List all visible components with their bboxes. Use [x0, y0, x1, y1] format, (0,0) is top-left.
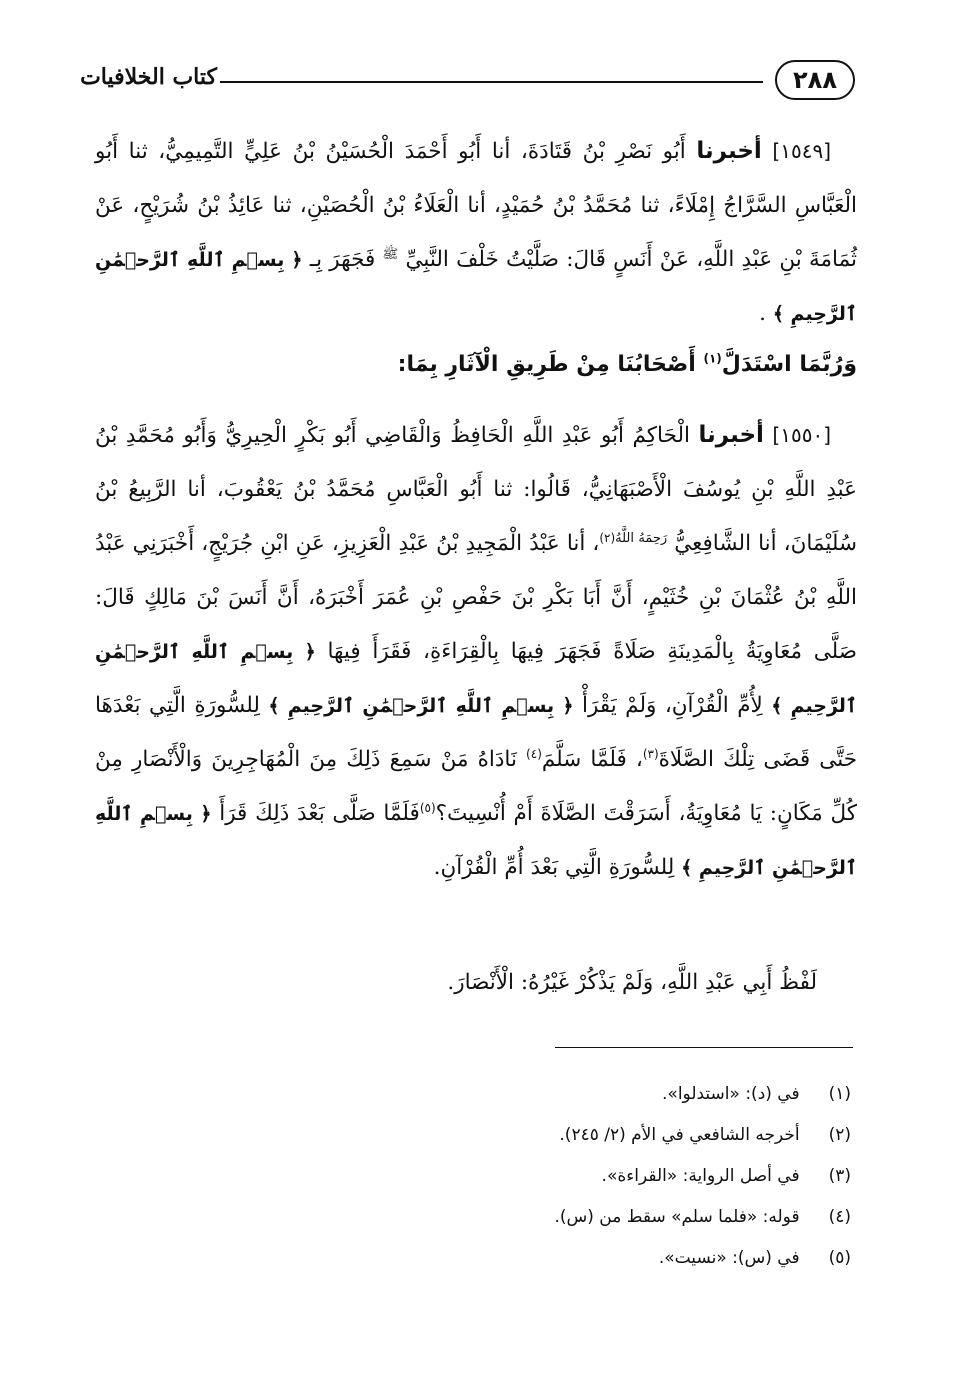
hadith-text-after: فَجَهَرَ بِـ: [309, 247, 376, 272]
hadith-text-6: نَادَاهُ مَنْ سَمِعَ ذَلِكَ مِنَ الْمُهَاجِرِينَ وَالْأَنْصَارِ مِنْ كُلِّ مَكَانٍ: يَا مُعَاوِيَةُ، أَسَرَقْتَ الصَّلَاةَ أَمْ أُنْسِيتَ؟: [95, 747, 857, 826]
page-number: ٢٨٨: [793, 66, 837, 94]
hadith-text-1: الْحَاكِمُ أَبُو عَبْدِ اللَّهِ الْحَافِظُ وَالْقَاضِي أَبُو بَكْرٍ الْحِيرِيُّ وَأَبُو مُحَمَّدِ بْنُ عَبْدِ اللَّهِ بْنِ يُوسُفَ الْأَصْبَهَانِيُّ، قَالُوا: ثنا أَبُو الْعَبَّاسِ مُحَمَّدُ بْنُ يَعْقُوبَ، أنا الرَّبِيعُ بْنُ سُلَيْمَانَ، أنا الشَّافِعِيُّ: [95, 423, 857, 556]
hadith-text-7: فَلَمَّا صَلَّى بَعْدَ ذَلِكَ قَرَأَ: [219, 801, 420, 826]
heading-after: أَصْحَابُنَا مِنْ طَرِيقِ الْآثَارِ بِمَا:: [397, 352, 696, 377]
footnote-number: (٤): [828, 1207, 851, 1227]
footnote-item: [251, 1197, 851, 1238]
page-header: [80, 58, 855, 106]
book-title: كتاب الخلافيات: [80, 64, 217, 90]
footnote-text: في أصل الرواية: «القراءة».: [601, 1166, 800, 1186]
footnote-item: [251, 1156, 851, 1197]
hadith-number: [١٥٥٠]: [772, 423, 831, 447]
footnote-ref-3: (٣): [642, 746, 659, 761]
page-number-badge: [775, 60, 855, 100]
closing-note: لَفْظُ أَبِي عَبْدِ اللَّهِ، وَلَمْ يَذْكُرْ غَيْرُهُ: الْأَنْصَارَ.: [447, 970, 817, 995]
footnote-item: [251, 1238, 851, 1279]
quran-basmala: ﴿ بِسۡمِ ٱللَّهِ ٱلرَّحۡمَٰنِ ٱلرَّحِيمِ ﴾: [95, 803, 857, 879]
footnotes: [251, 1074, 851, 1279]
heading-before: وَرُبَّمَا اسْتَدَلَّ: [721, 352, 857, 377]
footnote-text: في (د): «استدلوا».: [662, 1084, 800, 1104]
quran-basmala: ﴿ بِسۡمِ ٱللَّهِ ٱلرَّحۡمَٰنِ ٱلرَّحِيمِ ﴾: [268, 695, 574, 717]
footnote-text: في (س): «نسيت».: [658, 1248, 800, 1268]
footnote-text: أخرجه الشافعي في الأم (٢/ ٢٤٥).: [559, 1125, 800, 1145]
hadith-text-8: لِلسُّورَةِ الَّتِي بَعْدَ أُمِّ الْقُرْآنِ.: [433, 855, 675, 880]
footnote-number: (٣): [828, 1166, 851, 1186]
footnote-item: [251, 1115, 851, 1156]
hadith-1550: [95, 408, 857, 895]
hadith-text-3: لِأُمِّ الْقُرْآنِ، وَلَمْ يَقْرَأْ: [582, 693, 763, 718]
footnote-number: (٥): [828, 1248, 851, 1268]
footnote-number: (٢): [828, 1125, 851, 1145]
hadith-text-4: لِلسُّورَةِ الَّتِي بَعْدَهَا حَتَّى قَضَى تِلْكَ الصَّلَاةَ: [95, 693, 857, 772]
footnote-separator: [555, 1047, 853, 1048]
footnote-item: [251, 1074, 851, 1115]
quran-basmala: ﴿ بِسۡمِ ٱللَّهِ ٱلرَّحۡمَٰنِ ٱلرَّحِيمِ ﴾: [95, 641, 858, 717]
header-rule: [220, 81, 763, 83]
honorific-symbol: رَحِمَهُ اللَّهُ: [615, 530, 668, 546]
footnote-number: (١): [828, 1084, 851, 1104]
hadith-1549: [95, 124, 857, 341]
section-heading: [95, 340, 857, 390]
akhbarana-label: أخبرنا: [696, 138, 762, 164]
honorific-symbol: ﷺ: [382, 246, 399, 262]
hadith-end: .: [759, 301, 766, 326]
akhbarana-label: أخبرنا: [698, 422, 764, 448]
footnote-text: قوله: «فلما سلم» سقط من (س).: [554, 1207, 800, 1227]
hadith-text: أَبُو نَصْرِ بْنُ قَتَادَةَ، أنا أَبُو أَحْمَدَ الْحُسَيْنُ بْنُ عَلِيٍّ التَّمِيمِيُّ، ثنا أَبُو الْعَبَّاسِ السَّرَّاجُ إِمْلَاءً، ثنا مُحَمَّدُ بْنُ حُمَيْدٍ، أنا الْعَلَاءُ بْنُ الْحُصَيْنِ، ثنا عَائِذُ بْنُ شُرَيْحٍ، عَنْ ثُمَامَةَ بْنِ عَبْدِ اللَّهِ، عَنْ أَنَسٍ قَالَ: صَلَّيْتُ خَلْفَ النَّبِيِّ: [95, 139, 857, 272]
footnote-ref-5: (٥): [419, 800, 436, 815]
quran-basmala: ﴿ بِسۡمِ ٱللَّهِ ٱلرَّحۡمَٰنِ ٱلرَّحِيمِ ﴾: [95, 249, 857, 325]
hadith-text-2: ، أنا عَبْدُ الْمَجِيدِ بْنُ عَبْدِ الْعَزِيزِ، عَنِ ابْنِ جُرَيْجٍ، أَخْبَرَنِي عَبْدُ اللَّهِ بْنُ عُثْمَانَ بْنِ خُثَيْمٍ، أَنَّ أَبَا بَكْرِ بْنَ حَفْصِ بْنِ عُمَرَ أَخْبَرَهُ، أَنَّ أَنَسَ بْنَ مَالِكٍ قَالَ: صَلَّى مُعَاوِيَةُ بِالْمَدِينَةِ صَلَاةً فَجَهَرَ فِيهَا بِالْقِرَاءَةِ، فَقَرَأَ فِيهَا: [95, 531, 858, 664]
hadith-text-5: ، فَلَمَّا سَلَّمَ: [541, 747, 643, 772]
hadith-number: [١٥٤٩]: [772, 139, 831, 163]
footnote-ref-4: (٤): [526, 746, 542, 761]
footnote-ref-1: (١): [703, 351, 722, 366]
footnote-ref-2: (٢): [599, 530, 616, 545]
